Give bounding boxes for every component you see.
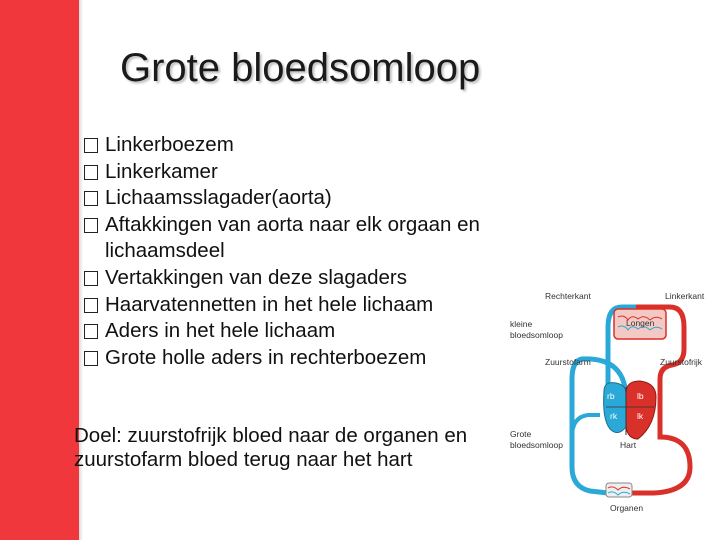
bullet-text: Grote holle aders in rechterboezem (105, 345, 427, 369)
bullet-box-icon (84, 191, 98, 206)
bullet-text: Linkerboezem (105, 133, 234, 156)
label-rk: rk (610, 411, 618, 421)
bullet-item (84, 212, 514, 265)
bullet-text: Haarvatennetten in het hele lichaam (105, 292, 434, 316)
bullet-item (84, 159, 514, 186)
label-rechterkant: Rechterkant (545, 291, 591, 301)
bullet-box-icon (84, 351, 98, 366)
bullet-text: Vertakkingen van deze slagaders (105, 265, 408, 289)
label-grote: Grote (510, 429, 532, 439)
bullet-list (84, 132, 514, 371)
bullet-box-icon (84, 298, 98, 313)
bullet-item (84, 318, 514, 345)
bullet-item (84, 345, 514, 372)
bullet-box-icon (84, 218, 98, 233)
label-lk: lk (637, 411, 644, 421)
bullet-box-icon (84, 324, 98, 339)
label-organen: Organen (610, 503, 644, 513)
bullet-item (84, 185, 514, 212)
label-kleine-bloedsomloop: bloedsomloop (510, 330, 563, 340)
label-rb: rb (607, 391, 615, 401)
label-zuurstofrijk: Zuurstofrijk (660, 357, 703, 367)
bullet-item (84, 132, 514, 159)
bullet-box-icon (84, 271, 98, 286)
left-accent-bar (0, 0, 79, 540)
bullet-item (84, 292, 514, 319)
bullet-text: Lichaamsslagader(aorta) (105, 186, 332, 210)
label-kleine: kleine (510, 319, 533, 329)
slide-title: Grote bloedsomloop (120, 46, 481, 90)
label-zuurstofarm: Zuurstofarm (545, 357, 591, 367)
label-hart: Hart (620, 440, 637, 450)
circulation-diagram (500, 287, 720, 520)
label-longen: Longen (626, 318, 655, 328)
bullet-text: Aders in het hele lichaam (105, 319, 336, 343)
bullet-box-icon (84, 138, 98, 153)
bullet-text: Linkerkamer (105, 159, 218, 183)
bullet-text: Aftakkingen van aorta naar elk orgaan en lichaamsdeel (105, 212, 480, 263)
goal-text: Doel: zuurstofrijk bloed naar de organen en zuurstofarm bloed terug naar het hart (74, 424, 468, 471)
bullet-box-icon (84, 165, 98, 180)
circulation-diagram-graphic (500, 287, 720, 520)
label-linkerkant: Linkerkant (665, 291, 705, 301)
bullet-item (84, 265, 514, 292)
label-lb: lb (637, 391, 644, 401)
label-grote-bloedsomloop: bloedsomloop (510, 440, 563, 450)
